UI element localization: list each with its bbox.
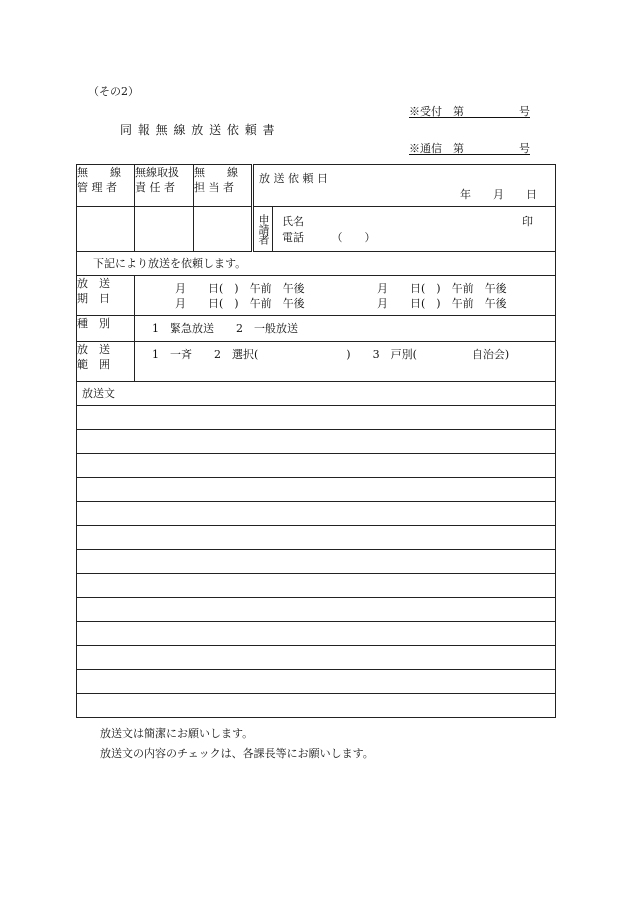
request-form-table — [76, 164, 556, 718]
request-date-label: 放 送 依 頼 日 — [259, 172, 328, 185]
admin-sign-box[interactable] — [77, 207, 135, 252]
resp-header: 無線取扱 責 任 者 — [135, 165, 194, 207]
text-line[interactable] — [77, 430, 556, 454]
applicant-name-label: 氏名 — [282, 215, 304, 228]
form-title: 同 報 無 線 放 送 依 頼 書 — [120, 123, 276, 137]
text-line[interactable] — [77, 574, 556, 598]
text-line[interactable] — [77, 694, 556, 718]
text-line[interactable] — [77, 406, 556, 430]
text-line[interactable] — [77, 478, 556, 502]
form-number: （その2） — [88, 85, 139, 98]
scope-label: 放 送 範 囲 — [77, 342, 135, 382]
text-line[interactable] — [77, 622, 556, 646]
notice-row — [77, 252, 556, 276]
resp-sign-box[interactable] — [135, 207, 194, 252]
type-label: 種 別 — [77, 316, 135, 342]
applicant-phone: 電話 （ ） — [282, 231, 376, 244]
text-line[interactable] — [77, 670, 556, 694]
staff-header: 無 線 担 当 者 — [194, 165, 253, 207]
period-label: 放 送 期 日 — [77, 276, 135, 316]
request-date-cell — [253, 165, 556, 207]
seal-mark: 印 — [522, 215, 533, 228]
text-line[interactable] — [77, 550, 556, 574]
admin-header: 無 線 管 理 者 — [77, 165, 135, 207]
staff-sign-box[interactable] — [194, 207, 253, 252]
applicant-cell — [253, 207, 556, 252]
type-options: 1 緊急放送 2 一般放送 — [135, 316, 556, 342]
text-line[interactable] — [77, 646, 556, 670]
notice-text: 下記により放送を依頼します。 — [93, 257, 247, 270]
footer-note-1: 放送文は簡潔にお願いします。 — [100, 727, 254, 740]
text-line[interactable] — [77, 598, 556, 622]
applicant-label: 申請者 — [257, 214, 270, 244]
footer-note-2: 放送文の内容のチェックは、各課長等にお願いします。 — [100, 747, 374, 760]
text-line[interactable] — [77, 526, 556, 550]
request-date-value: 年 月 日 — [460, 188, 537, 201]
comm-number: ※通信 第 号 — [409, 142, 530, 155]
broadcast-text-label: 放送文 — [77, 382, 556, 406]
receipt-number: ※受付 第 号 — [409, 105, 530, 118]
scope-options: 1 一斉 2 選択( ) 3 戸別( 自治会) — [135, 342, 556, 382]
text-line[interactable] — [77, 502, 556, 526]
period-values: 月 日( ) 午前 午後 月 日( ) 午前 午後 月 日( ) 午前 午後 月 日( ) 午前 午後 — [135, 276, 556, 316]
text-line[interactable] — [77, 454, 556, 478]
